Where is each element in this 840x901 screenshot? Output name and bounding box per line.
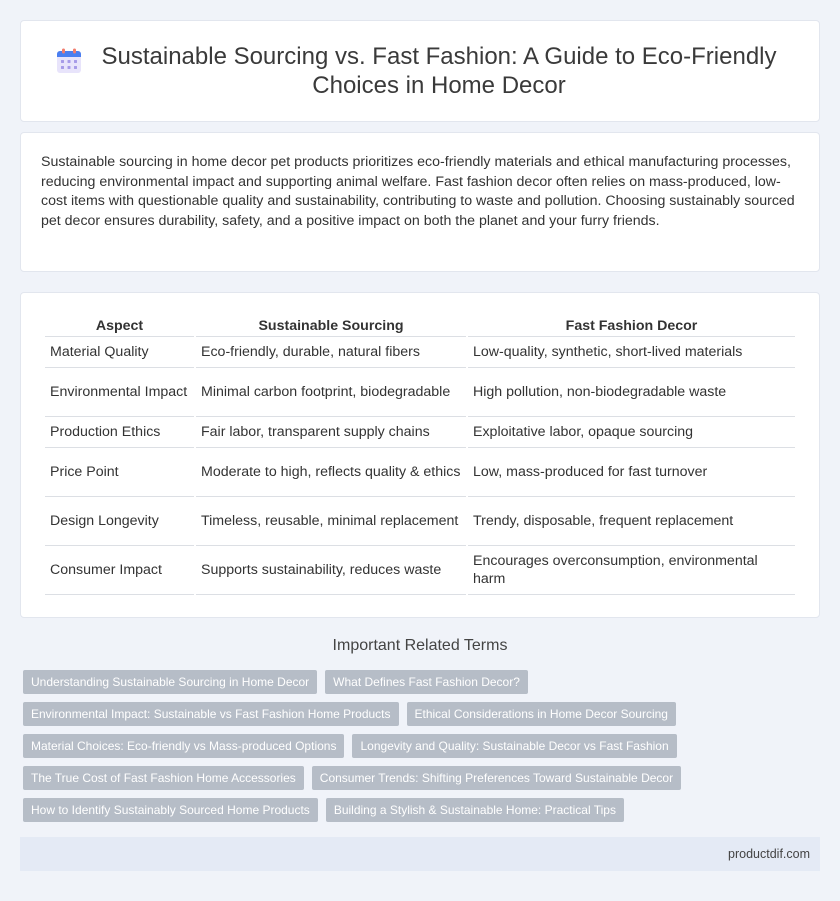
comparison-table-card bbox=[20, 292, 820, 618]
tag-row bbox=[23, 734, 823, 758]
summary-card bbox=[20, 132, 820, 272]
table-cell: Consumer Impact bbox=[45, 546, 194, 595]
table-row bbox=[45, 497, 795, 546]
related-term-tag[interactable]: Building a Stylish & Sustainable Home: Practical Tips bbox=[326, 798, 624, 822]
table-cell: Design Longevity bbox=[45, 497, 194, 546]
table-row bbox=[45, 448, 795, 497]
tag-row bbox=[23, 798, 823, 822]
page-title: Sustainable Sourcing vs. Fast Fashion: A Guide to Eco-Friendly Choices in Home Decor bbox=[101, 43, 777, 99]
table-cell: Production Ethics bbox=[45, 417, 194, 448]
table-cell: Price Point bbox=[45, 448, 194, 497]
related-term-tag[interactable]: Longevity and Quality: Sustainable Decor vs Fast Fashion bbox=[352, 734, 676, 758]
column-header-aspect: Aspect bbox=[45, 315, 194, 337]
related-term-tag[interactable]: Ethical Considerations in Home Decor Sourcing bbox=[407, 702, 676, 726]
footer bbox=[20, 837, 820, 871]
related-term-tag[interactable]: Consumer Trends: Shifting Preferences Toward Sustainable Decor bbox=[312, 766, 681, 790]
related-term-tag[interactable]: The True Cost of Fast Fashion Home Accessories bbox=[23, 766, 304, 790]
table-cell: Fair labor, transparent supply chains bbox=[196, 417, 466, 448]
table-header-row bbox=[45, 315, 795, 337]
related-terms-title: Important Related Terms bbox=[332, 637, 508, 654]
related-term-tag[interactable]: How to Identify Sustainably Sourced Home Products bbox=[23, 798, 318, 822]
table-cell: Environmental Impact bbox=[45, 368, 194, 417]
tag-row bbox=[23, 702, 823, 726]
table-cell: Low, mass-produced for fast turnover bbox=[468, 448, 795, 497]
related-term-tag[interactable]: Environmental Impact: Sustainable vs Fast Fashion Home Products bbox=[23, 702, 399, 726]
title-card bbox=[20, 20, 820, 122]
tag-row bbox=[23, 766, 823, 790]
table-row bbox=[45, 337, 795, 368]
table-row bbox=[45, 546, 795, 595]
table-cell: Timeless, reusable, minimal replacement bbox=[196, 497, 466, 546]
comparison-table bbox=[43, 315, 797, 595]
table-cell: Supports sustainability, reduces waste bbox=[196, 546, 466, 595]
table-cell: Material Quality bbox=[45, 337, 194, 368]
table-cell: Moderate to high, reflects quality & ethics bbox=[196, 448, 466, 497]
table-cell: Eco-friendly, durable, natural fibers bbox=[196, 337, 466, 368]
table-row bbox=[45, 368, 795, 417]
tag-row bbox=[23, 670, 823, 694]
related-terms-list bbox=[23, 670, 823, 830]
table-cell: High pollution, non-biodegradable waste bbox=[468, 368, 795, 417]
summary-text: Sustainable sourcing in home decor pet products prioritizes eco-friendly materials and ethical manufacturing processes, reducing environmental impact and supporting animal welfare. Fast fashion decor often relies on mass-produced, low-cost items with questionable quality and sustainability, contributing to waste and pollution. Choosing sustainably sourced pet decor ensures durability, safety, and a positive impact on both the planet and your furry friends. bbox=[41, 154, 795, 229]
column-header-sustainable: Sustainable Sourcing bbox=[196, 315, 466, 337]
calendar-icon bbox=[56, 48, 82, 74]
table-cell: Minimal carbon footprint, biodegradable bbox=[196, 368, 466, 417]
related-term-tag[interactable]: What Defines Fast Fashion Decor? bbox=[325, 670, 528, 694]
column-header-fast-fashion: Fast Fashion Decor bbox=[468, 315, 795, 337]
table-cell: Encourages overconsumption, environmental harm bbox=[468, 546, 795, 595]
table-row bbox=[45, 417, 795, 448]
table-cell: Exploitative labor, opaque sourcing bbox=[468, 417, 795, 448]
related-term-tag[interactable]: Material Choices: Eco-friendly vs Mass-produced Options bbox=[23, 734, 344, 758]
related-term-tag[interactable]: Understanding Sustainable Sourcing in Home Decor bbox=[23, 670, 317, 694]
table-cell: Low-quality, synthetic, short-lived materials bbox=[468, 337, 795, 368]
footer-site-link[interactable]: productdif.com bbox=[728, 847, 810, 861]
title-wrap bbox=[56, 42, 784, 100]
table-cell: Trendy, disposable, frequent replacement bbox=[468, 497, 795, 546]
